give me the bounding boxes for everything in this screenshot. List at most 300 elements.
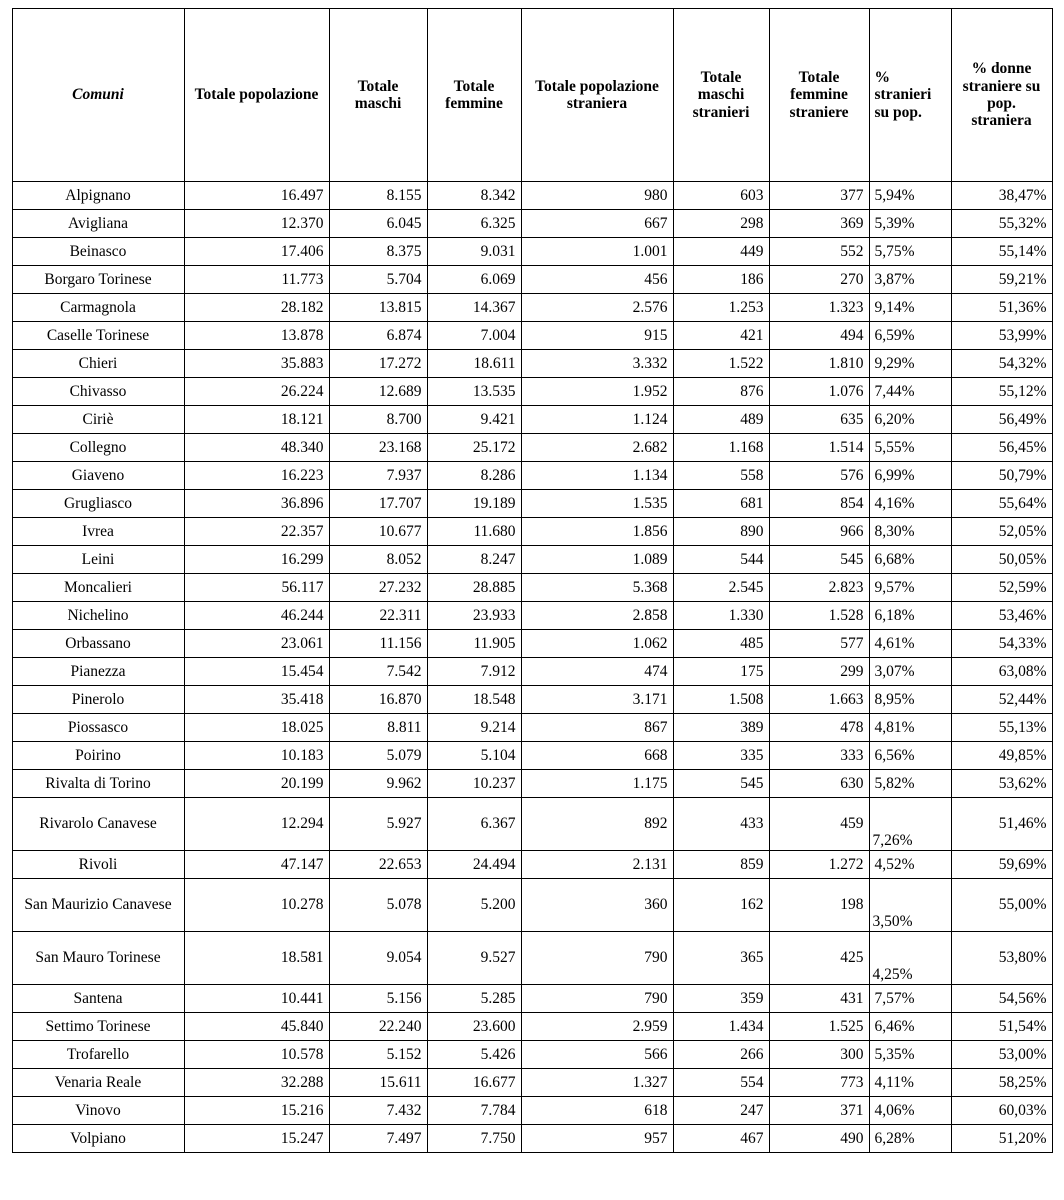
cell-totale-maschi: 7.497 xyxy=(329,1125,427,1153)
cell-pct-stranieri: 6,68% xyxy=(869,546,951,574)
cell-totale-popolazione-straniera: 790 xyxy=(521,985,673,1013)
cell-comune: Collegno xyxy=(12,434,184,462)
cell-totale-femmine: 24.494 xyxy=(427,851,521,879)
cell-totale-popolazione: 35.883 xyxy=(184,350,329,378)
cell-totale-femmine-straniere: 333 xyxy=(769,742,869,770)
cell-totale-maschi-stranieri: 359 xyxy=(673,985,769,1013)
cell-totale-popolazione-straniera: 1.124 xyxy=(521,406,673,434)
cell-totale-popolazione: 28.182 xyxy=(184,294,329,322)
cell-comune: Volpiano xyxy=(12,1125,184,1153)
cell-totale-maschi: 8.700 xyxy=(329,406,427,434)
cell-totale-maschi-stranieri: 1.434 xyxy=(673,1013,769,1041)
cell-totale-maschi: 9.962 xyxy=(329,770,427,798)
cell-pct-stranieri: 7,26% xyxy=(869,798,951,851)
cell-pct-stranieri: 5,39% xyxy=(869,210,951,238)
cell-pct-stranieri: 4,25% xyxy=(869,932,951,985)
cell-comune: Chieri xyxy=(12,350,184,378)
cell-totale-maschi: 6.045 xyxy=(329,210,427,238)
cell-comune: Grugliasco xyxy=(12,490,184,518)
cell-totale-maschi: 15.611 xyxy=(329,1069,427,1097)
cell-totale-maschi-stranieri: 389 xyxy=(673,714,769,742)
cell-totale-maschi: 8.052 xyxy=(329,546,427,574)
cell-totale-femmine: 18.611 xyxy=(427,350,521,378)
cell-totale-femmine: 10.237 xyxy=(427,770,521,798)
cell-totale-maschi: 5.078 xyxy=(329,879,427,932)
cell-comune: Carmagnola xyxy=(12,294,184,322)
cell-totale-popolazione: 15.216 xyxy=(184,1097,329,1125)
table-row xyxy=(12,294,1052,322)
cell-totale-femmine-straniere: 1.514 xyxy=(769,434,869,462)
cell-totale-popolazione-straniera: 618 xyxy=(521,1097,673,1125)
header-totale-femmine-straniere: Totale femmine straniere xyxy=(769,9,869,182)
cell-totale-popolazione: 16.299 xyxy=(184,546,329,574)
table-row xyxy=(12,770,1052,798)
cell-comune: Caselle Torinese xyxy=(12,322,184,350)
cell-comune: Rivoli xyxy=(12,851,184,879)
cell-totale-femmine-straniere: 635 xyxy=(769,406,869,434)
cell-pct-donne-straniere: 59,21% xyxy=(951,266,1052,294)
cell-comune: Vinovo xyxy=(12,1097,184,1125)
table-row xyxy=(12,985,1052,1013)
cell-totale-femmine: 18.548 xyxy=(427,686,521,714)
cell-totale-maschi: 22.240 xyxy=(329,1013,427,1041)
cell-pct-stranieri: 7,57% xyxy=(869,985,951,1013)
cell-pct-stranieri: 4,11% xyxy=(869,1069,951,1097)
cell-totale-femmine: 23.933 xyxy=(427,602,521,630)
cell-totale-maschi-stranieri: 876 xyxy=(673,378,769,406)
cell-pct-donne-straniere: 60,03% xyxy=(951,1097,1052,1125)
cell-totale-popolazione-straniera: 867 xyxy=(521,714,673,742)
cell-totale-femmine: 5.285 xyxy=(427,985,521,1013)
cell-comune: Santena xyxy=(12,985,184,1013)
cell-totale-maschi: 5.704 xyxy=(329,266,427,294)
cell-totale-maschi: 23.168 xyxy=(329,434,427,462)
cell-totale-femmine: 9.527 xyxy=(427,932,521,985)
cell-totale-femmine-straniere: 966 xyxy=(769,518,869,546)
cell-pct-stranieri: 8,30% xyxy=(869,518,951,546)
cell-totale-maschi: 17.707 xyxy=(329,490,427,518)
cell-totale-femmine: 6.325 xyxy=(427,210,521,238)
cell-pct-stranieri: 6,99% xyxy=(869,462,951,490)
table-row xyxy=(12,1097,1052,1125)
cell-comune: Rivalta di Torino xyxy=(12,770,184,798)
table-row xyxy=(12,378,1052,406)
cell-comune: Borgaro Torinese xyxy=(12,266,184,294)
cell-pct-donne-straniere: 59,69% xyxy=(951,851,1052,879)
cell-totale-maschi-stranieri: 1.253 xyxy=(673,294,769,322)
table-row xyxy=(12,490,1052,518)
cell-totale-maschi: 5.152 xyxy=(329,1041,427,1069)
table-row xyxy=(12,686,1052,714)
cell-totale-maschi-stranieri: 298 xyxy=(673,210,769,238)
cell-pct-stranieri: 5,35% xyxy=(869,1041,951,1069)
cell-comune: Chivasso xyxy=(12,378,184,406)
cell-totale-popolazione: 10.441 xyxy=(184,985,329,1013)
table-row xyxy=(12,932,1052,985)
cell-comune: Nichelino xyxy=(12,602,184,630)
table-row xyxy=(12,1125,1052,1153)
cell-totale-maschi-stranieri: 1.330 xyxy=(673,602,769,630)
cell-totale-popolazione-straniera: 1.001 xyxy=(521,238,673,266)
cell-totale-popolazione: 15.454 xyxy=(184,658,329,686)
cell-comune: Beinasco xyxy=(12,238,184,266)
cell-pct-stranieri: 4,06% xyxy=(869,1097,951,1125)
cell-pct-donne-straniere: 55,13% xyxy=(951,714,1052,742)
cell-totale-popolazione-straniera: 892 xyxy=(521,798,673,851)
cell-totale-popolazione: 48.340 xyxy=(184,434,329,462)
cell-totale-popolazione: 23.061 xyxy=(184,630,329,658)
cell-totale-popolazione: 20.199 xyxy=(184,770,329,798)
cell-totale-maschi-stranieri: 467 xyxy=(673,1125,769,1153)
cell-totale-femmine: 9.214 xyxy=(427,714,521,742)
cell-totale-femmine: 9.421 xyxy=(427,406,521,434)
cell-pct-donne-straniere: 56,45% xyxy=(951,434,1052,462)
cell-pct-stranieri: 7,44% xyxy=(869,378,951,406)
cell-totale-maschi-stranieri: 1.508 xyxy=(673,686,769,714)
cell-totale-femmine: 5.426 xyxy=(427,1041,521,1069)
cell-totale-popolazione: 12.294 xyxy=(184,798,329,851)
cell-totale-popolazione-straniera: 1.175 xyxy=(521,770,673,798)
table-row xyxy=(12,574,1052,602)
cell-pct-stranieri: 6,20% xyxy=(869,406,951,434)
table-row xyxy=(12,630,1052,658)
cell-totale-popolazione-straniera: 1.134 xyxy=(521,462,673,490)
cell-comune: Settimo Torinese xyxy=(12,1013,184,1041)
cell-totale-femmine: 7.784 xyxy=(427,1097,521,1125)
table-row xyxy=(12,1013,1052,1041)
cell-pct-stranieri: 8,95% xyxy=(869,686,951,714)
cell-totale-maschi-stranieri: 558 xyxy=(673,462,769,490)
cell-totale-maschi-stranieri: 433 xyxy=(673,798,769,851)
table-row xyxy=(12,602,1052,630)
cell-totale-femmine-straniere: 431 xyxy=(769,985,869,1013)
cell-totale-popolazione: 36.896 xyxy=(184,490,329,518)
cell-totale-femmine: 5.200 xyxy=(427,879,521,932)
cell-comune: Moncalieri xyxy=(12,574,184,602)
cell-totale-femmine-straniere: 630 xyxy=(769,770,869,798)
header-totale-popolazione: Totale popolazione xyxy=(184,9,329,182)
cell-pct-stranieri: 6,28% xyxy=(869,1125,951,1153)
cell-totale-maschi-stranieri: 266 xyxy=(673,1041,769,1069)
cell-totale-femmine-straniere: 1.663 xyxy=(769,686,869,714)
cell-comune: San Maurizio Canavese xyxy=(12,879,184,932)
cell-pct-stranieri: 5,75% xyxy=(869,238,951,266)
cell-totale-popolazione-straniera: 3.332 xyxy=(521,350,673,378)
cell-totale-maschi: 8.375 xyxy=(329,238,427,266)
cell-totale-maschi-stranieri: 449 xyxy=(673,238,769,266)
cell-totale-maschi: 17.272 xyxy=(329,350,427,378)
cell-pct-donne-straniere: 54,32% xyxy=(951,350,1052,378)
cell-pct-donne-straniere: 53,99% xyxy=(951,322,1052,350)
cell-totale-popolazione: 56.117 xyxy=(184,574,329,602)
cell-totale-maschi: 7.542 xyxy=(329,658,427,686)
cell-totale-maschi-stranieri: 421 xyxy=(673,322,769,350)
cell-comune: Piossasco xyxy=(12,714,184,742)
cell-totale-maschi: 12.689 xyxy=(329,378,427,406)
cell-pct-donne-straniere: 52,05% xyxy=(951,518,1052,546)
cell-totale-maschi: 22.653 xyxy=(329,851,427,879)
cell-totale-popolazione-straniera: 790 xyxy=(521,932,673,985)
table-row xyxy=(12,238,1052,266)
cell-pct-stranieri: 6,46% xyxy=(869,1013,951,1041)
population-table xyxy=(12,8,1053,1153)
cell-pct-donne-straniere: 51,46% xyxy=(951,798,1052,851)
cell-pct-stranieri: 4,52% xyxy=(869,851,951,879)
header-row xyxy=(12,9,1052,182)
cell-totale-femmine: 5.104 xyxy=(427,742,521,770)
cell-totale-maschi-stranieri: 1.522 xyxy=(673,350,769,378)
cell-totale-popolazione-straniera: 1.535 xyxy=(521,490,673,518)
table-row xyxy=(12,406,1052,434)
cell-totale-femmine: 19.189 xyxy=(427,490,521,518)
cell-totale-femmine-straniere: 371 xyxy=(769,1097,869,1125)
cell-totale-femmine-straniere: 299 xyxy=(769,658,869,686)
cell-pct-donne-straniere: 56,49% xyxy=(951,406,1052,434)
cell-totale-femmine-straniere: 494 xyxy=(769,322,869,350)
cell-totale-popolazione-straniera: 566 xyxy=(521,1041,673,1069)
cell-totale-femmine: 23.600 xyxy=(427,1013,521,1041)
cell-pct-donne-straniere: 55,00% xyxy=(951,879,1052,932)
cell-totale-femmine-straniere: 459 xyxy=(769,798,869,851)
cell-pct-stranieri: 3,87% xyxy=(869,266,951,294)
header-comuni: Comuni xyxy=(12,9,184,182)
table-row xyxy=(12,798,1052,851)
cell-comune: Leini xyxy=(12,546,184,574)
cell-totale-popolazione-straniera: 2.131 xyxy=(521,851,673,879)
cell-totale-femmine-straniere: 1.810 xyxy=(769,350,869,378)
cell-pct-stranieri: 6,18% xyxy=(869,602,951,630)
cell-totale-popolazione: 32.288 xyxy=(184,1069,329,1097)
cell-totale-femmine-straniere: 198 xyxy=(769,879,869,932)
cell-totale-popolazione: 47.147 xyxy=(184,851,329,879)
cell-totale-popolazione: 10.578 xyxy=(184,1041,329,1069)
cell-pct-stranieri: 3,07% xyxy=(869,658,951,686)
cell-comune: Alpignano xyxy=(12,182,184,210)
header-totale-maschi: Totale maschi xyxy=(329,9,427,182)
cell-totale-femmine-straniere: 545 xyxy=(769,546,869,574)
cell-totale-femmine: 8.247 xyxy=(427,546,521,574)
cell-totale-femmine-straniere: 425 xyxy=(769,932,869,985)
cell-comune: Pianezza xyxy=(12,658,184,686)
cell-totale-popolazione: 35.418 xyxy=(184,686,329,714)
cell-totale-maschi: 27.232 xyxy=(329,574,427,602)
header-totale-femmine: Totale femmine xyxy=(427,9,521,182)
table-row xyxy=(12,434,1052,462)
cell-totale-popolazione-straniera: 1.327 xyxy=(521,1069,673,1097)
cell-totale-popolazione: 11.773 xyxy=(184,266,329,294)
cell-pct-donne-straniere: 38,47% xyxy=(951,182,1052,210)
cell-totale-maschi: 5.079 xyxy=(329,742,427,770)
cell-totale-maschi: 9.054 xyxy=(329,932,427,985)
cell-totale-femmine: 8.286 xyxy=(427,462,521,490)
cell-totale-popolazione-straniera: 915 xyxy=(521,322,673,350)
cell-pct-donne-straniere: 51,20% xyxy=(951,1125,1052,1153)
cell-pct-stranieri: 9,57% xyxy=(869,574,951,602)
cell-totale-popolazione: 15.247 xyxy=(184,1125,329,1153)
cell-totale-maschi-stranieri: 485 xyxy=(673,630,769,658)
cell-comune: Poirino xyxy=(12,742,184,770)
cell-pct-stranieri: 6,59% xyxy=(869,322,951,350)
cell-pct-donne-straniere: 52,59% xyxy=(951,574,1052,602)
cell-totale-maschi-stranieri: 162 xyxy=(673,879,769,932)
cell-pct-donne-straniere: 53,46% xyxy=(951,602,1052,630)
cell-pct-donne-straniere: 49,85% xyxy=(951,742,1052,770)
cell-totale-popolazione: 18.025 xyxy=(184,714,329,742)
cell-comune: Ivrea xyxy=(12,518,184,546)
cell-totale-popolazione-straniera: 1.856 xyxy=(521,518,673,546)
cell-totale-popolazione: 13.878 xyxy=(184,322,329,350)
cell-totale-femmine-straniere: 1.528 xyxy=(769,602,869,630)
cell-totale-femmine: 9.031 xyxy=(427,238,521,266)
cell-pct-stranieri: 4,61% xyxy=(869,630,951,658)
cell-totale-popolazione-straniera: 2.682 xyxy=(521,434,673,462)
cell-totale-popolazione: 18.121 xyxy=(184,406,329,434)
cell-pct-donne-straniere: 55,14% xyxy=(951,238,1052,266)
cell-pct-stranieri: 6,56% xyxy=(869,742,951,770)
cell-totale-femmine: 14.367 xyxy=(427,294,521,322)
cell-totale-femmine-straniere: 552 xyxy=(769,238,869,266)
table-row xyxy=(12,182,1052,210)
cell-totale-femmine-straniere: 773 xyxy=(769,1069,869,1097)
cell-totale-maschi-stranieri: 890 xyxy=(673,518,769,546)
cell-totale-popolazione-straniera: 2.576 xyxy=(521,294,673,322)
cell-totale-maschi: 11.156 xyxy=(329,630,427,658)
cell-totale-popolazione-straniera: 667 xyxy=(521,210,673,238)
cell-comune: Venaria Reale xyxy=(12,1069,184,1097)
table-body xyxy=(12,182,1052,1153)
cell-totale-popolazione-straniera: 1.952 xyxy=(521,378,673,406)
cell-totale-maschi-stranieri: 554 xyxy=(673,1069,769,1097)
cell-pct-donne-straniere: 55,64% xyxy=(951,490,1052,518)
cell-pct-donne-straniere: 54,33% xyxy=(951,630,1052,658)
cell-comune: Ciriè xyxy=(12,406,184,434)
cell-totale-maschi-stranieri: 2.545 xyxy=(673,574,769,602)
cell-pct-stranieri: 9,29% xyxy=(869,350,951,378)
cell-totale-popolazione: 45.840 xyxy=(184,1013,329,1041)
cell-totale-popolazione: 46.244 xyxy=(184,602,329,630)
cell-totale-maschi: 16.870 xyxy=(329,686,427,714)
cell-totale-maschi-stranieri: 175 xyxy=(673,658,769,686)
cell-totale-femmine: 11.680 xyxy=(427,518,521,546)
cell-totale-femmine-straniere: 300 xyxy=(769,1041,869,1069)
cell-totale-femmine-straniere: 490 xyxy=(769,1125,869,1153)
cell-totale-femmine-straniere: 478 xyxy=(769,714,869,742)
cell-totale-maschi-stranieri: 1.168 xyxy=(673,434,769,462)
table-row xyxy=(12,350,1052,378)
cell-totale-popolazione-straniera: 474 xyxy=(521,658,673,686)
header-totale-popolazione-straniera: Totale popolazione straniera xyxy=(521,9,673,182)
table-row xyxy=(12,658,1052,686)
cell-totale-maschi: 8.155 xyxy=(329,182,427,210)
cell-totale-popolazione-straniera: 668 xyxy=(521,742,673,770)
cell-totale-popolazione-straniera: 1.089 xyxy=(521,546,673,574)
cell-totale-maschi-stranieri: 859 xyxy=(673,851,769,879)
cell-totale-femmine-straniere: 576 xyxy=(769,462,869,490)
cell-totale-popolazione: 22.357 xyxy=(184,518,329,546)
cell-pct-donne-straniere: 53,00% xyxy=(951,1041,1052,1069)
cell-pct-stranieri: 5,94% xyxy=(869,182,951,210)
cell-totale-popolazione-straniera: 980 xyxy=(521,182,673,210)
table-row xyxy=(12,879,1052,932)
cell-pct-donne-straniere: 54,56% xyxy=(951,985,1052,1013)
cell-totale-femmine: 28.885 xyxy=(427,574,521,602)
table-row xyxy=(12,714,1052,742)
cell-pct-donne-straniere: 52,44% xyxy=(951,686,1052,714)
cell-totale-popolazione-straniera: 360 xyxy=(521,879,673,932)
cell-totale-popolazione-straniera: 2.959 xyxy=(521,1013,673,1041)
cell-totale-popolazione: 10.278 xyxy=(184,879,329,932)
cell-totale-popolazione-straniera: 3.171 xyxy=(521,686,673,714)
cell-totale-maschi-stranieri: 489 xyxy=(673,406,769,434)
cell-totale-maschi: 8.811 xyxy=(329,714,427,742)
cell-totale-maschi-stranieri: 335 xyxy=(673,742,769,770)
cell-totale-femmine: 13.535 xyxy=(427,378,521,406)
cell-totale-femmine-straniere: 377 xyxy=(769,182,869,210)
cell-totale-maschi: 22.311 xyxy=(329,602,427,630)
cell-totale-femmine: 16.677 xyxy=(427,1069,521,1097)
cell-totale-femmine-straniere: 2.823 xyxy=(769,574,869,602)
cell-totale-femmine-straniere: 1.525 xyxy=(769,1013,869,1041)
cell-pct-donne-straniere: 55,32% xyxy=(951,210,1052,238)
table-row xyxy=(12,462,1052,490)
table-row xyxy=(12,322,1052,350)
cell-totale-popolazione: 12.370 xyxy=(184,210,329,238)
table-row xyxy=(12,518,1052,546)
cell-totale-popolazione: 10.183 xyxy=(184,742,329,770)
cell-pct-donne-straniere: 50,05% xyxy=(951,546,1052,574)
cell-comune: Orbassano xyxy=(12,630,184,658)
cell-totale-maschi: 5.156 xyxy=(329,985,427,1013)
cell-pct-stranieri: 5,82% xyxy=(869,770,951,798)
cell-totale-popolazione-straniera: 957 xyxy=(521,1125,673,1153)
cell-totale-maschi: 7.432 xyxy=(329,1097,427,1125)
cell-comune: San Mauro Torinese xyxy=(12,932,184,985)
cell-pct-donne-straniere: 53,62% xyxy=(951,770,1052,798)
cell-totale-maschi: 6.874 xyxy=(329,322,427,350)
cell-pct-stranieri: 4,81% xyxy=(869,714,951,742)
cell-totale-maschi: 5.927 xyxy=(329,798,427,851)
cell-totale-maschi-stranieri: 603 xyxy=(673,182,769,210)
cell-totale-femmine-straniere: 1.272 xyxy=(769,851,869,879)
cell-pct-donne-straniere: 51,54% xyxy=(951,1013,1052,1041)
cell-pct-stranieri: 3,50% xyxy=(869,879,951,932)
cell-totale-maschi-stranieri: 186 xyxy=(673,266,769,294)
header-pct-donne-straniere: % donne straniere su pop. straniera xyxy=(951,9,1052,182)
cell-pct-stranieri: 9,14% xyxy=(869,294,951,322)
cell-pct-stranieri: 5,55% xyxy=(869,434,951,462)
cell-totale-popolazione: 16.497 xyxy=(184,182,329,210)
cell-totale-femmine-straniere: 270 xyxy=(769,266,869,294)
cell-totale-maschi-stranieri: 681 xyxy=(673,490,769,518)
table-row xyxy=(12,742,1052,770)
cell-totale-maschi: 13.815 xyxy=(329,294,427,322)
cell-totale-femmine-straniere: 1.076 xyxy=(769,378,869,406)
cell-totale-maschi-stranieri: 545 xyxy=(673,770,769,798)
cell-comune: Trofarello xyxy=(12,1041,184,1069)
cell-pct-donne-straniere: 63,08% xyxy=(951,658,1052,686)
cell-totale-popolazione: 18.581 xyxy=(184,932,329,985)
cell-totale-femmine-straniere: 854 xyxy=(769,490,869,518)
cell-pct-donne-straniere: 50,79% xyxy=(951,462,1052,490)
cell-pct-donne-straniere: 55,12% xyxy=(951,378,1052,406)
cell-totale-femmine: 6.367 xyxy=(427,798,521,851)
cell-totale-femmine: 8.342 xyxy=(427,182,521,210)
cell-pct-donne-straniere: 58,25% xyxy=(951,1069,1052,1097)
header-totale-maschi-stranieri: Totale maschi stranieri xyxy=(673,9,769,182)
cell-pct-stranieri: 4,16% xyxy=(869,490,951,518)
cell-totale-popolazione-straniera: 2.858 xyxy=(521,602,673,630)
cell-totale-femmine-straniere: 369 xyxy=(769,210,869,238)
